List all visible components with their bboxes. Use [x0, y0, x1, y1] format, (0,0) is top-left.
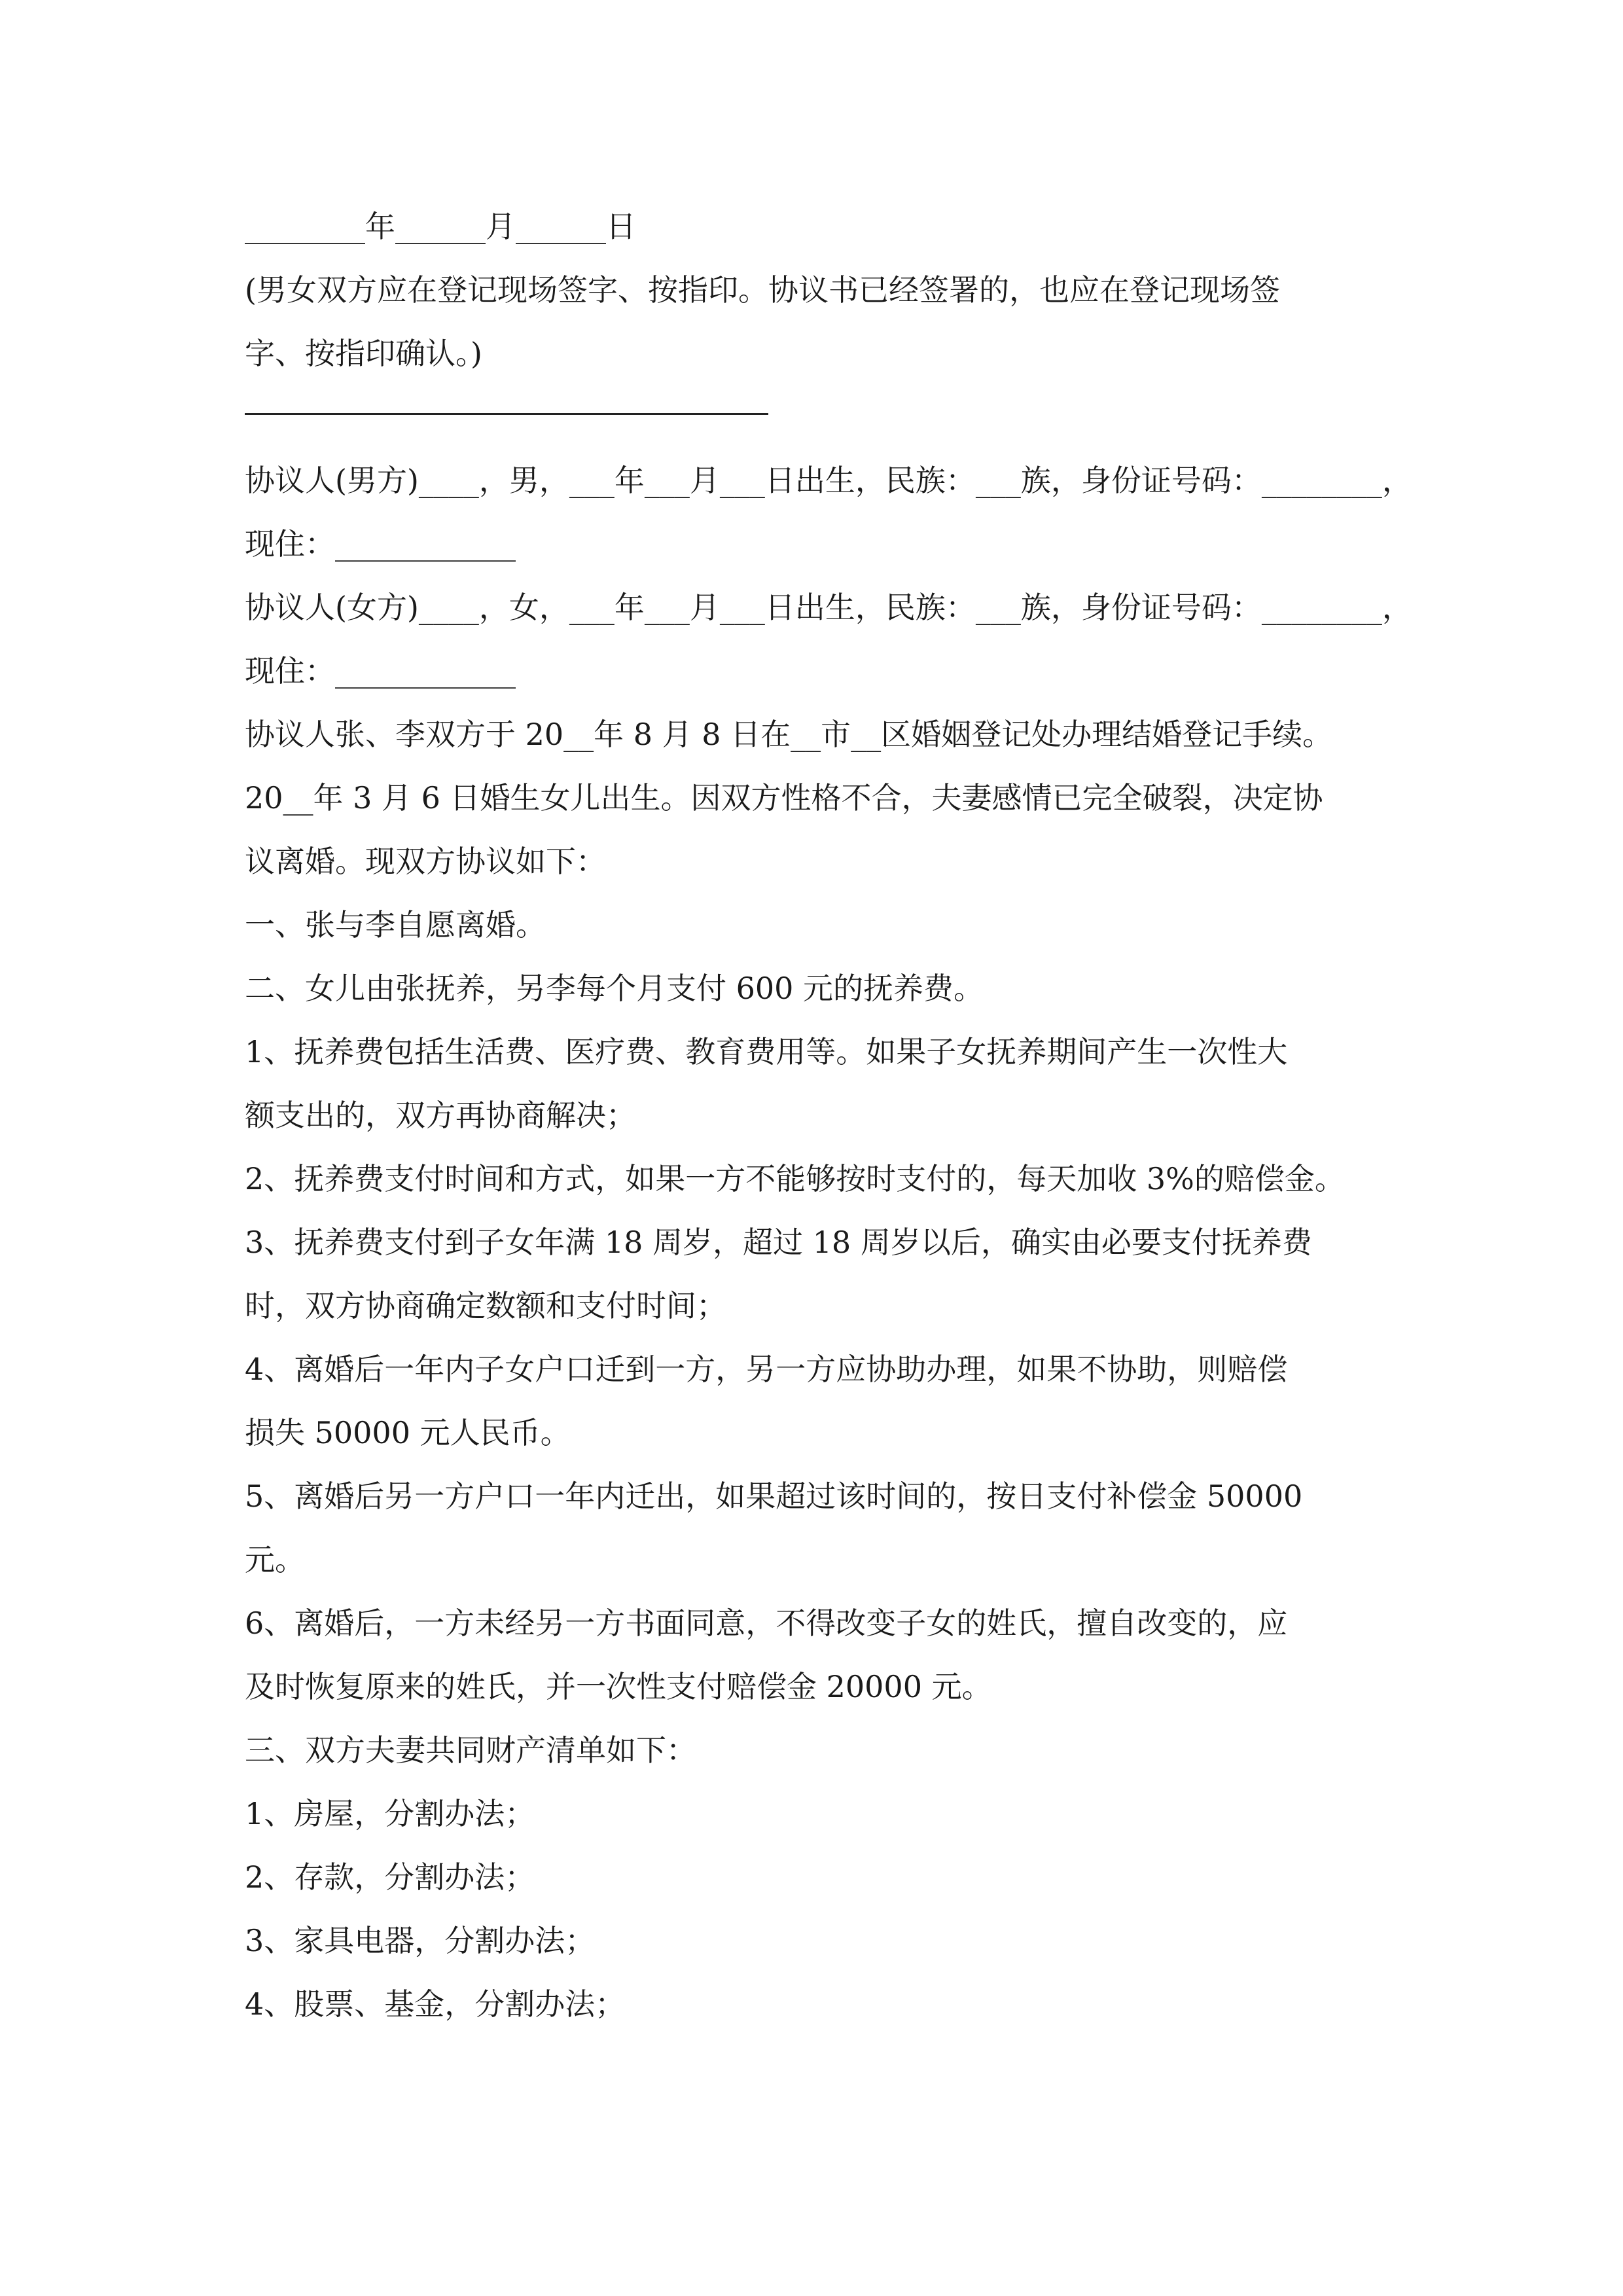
- clause-2-5-line-2: 元。: [245, 1542, 305, 1577]
- party-male-line-2: 现住：____________: [245, 526, 516, 562]
- clause-2-2: 2、抚养费支付时间和方式，如果一方不能够按时支付的，每天加收 3%的赔偿金。: [245, 1161, 1345, 1196]
- note-line-2: 字、按指印确认。): [245, 336, 482, 371]
- background-line-1: 协议人张、李双方于 20__年 8 月 8 日在__市__区婚姻登记处办理结婚登记手续。: [245, 717, 1333, 752]
- clause-3-4: 4、股票、基金，分割办法；: [245, 1986, 626, 2022]
- clause-2-3-line-1: 3、抚养费支付到子女年满 18 周岁，超过 18 周岁以后，确实由必要支付抚养费: [245, 1225, 1312, 1260]
- clause-3-2: 2、存款，分割办法；: [245, 1859, 535, 1895]
- clause-3-3: 3、家具电器，分割办法；: [245, 1923, 596, 1958]
- separator-line: [245, 393, 1397, 457]
- clause-3-1: 1、房屋，分割办法；: [245, 1796, 535, 1831]
- party-female-line-1: 协议人(女方)____，女，___年___月___日出生，民族：___族，身份证号码：________，: [245, 590, 1412, 625]
- clause-2: 二、女儿由张抚养，另李每个月支付 600 元的抚养费。: [245, 971, 984, 1006]
- clause-2-4-line-2: 损失 50000 元人民币。: [245, 1415, 571, 1450]
- clause-3: 三、双方夫妻共同财产清单如下：: [245, 1732, 696, 1768]
- party-female-line-2: 现住：____________: [245, 653, 516, 689]
- background-line-2: 20__年 3 月 6 日婚生女儿出生。因双方性格不合，夫妻感情已完全破裂，决定协: [245, 780, 1323, 816]
- note-line-1: (男女双方应在登记现场签字、按指印。协议书已经签署的，也应在登记现场签: [245, 272, 1280, 308]
- clause-2-1-line-1: 1、抚养费包括生活费、医疗费、教育费用等。如果子女抚养期间产生一次性大: [245, 1034, 1288, 1069]
- date-line: ________年______月______日: [245, 209, 636, 244]
- clause-2-5-line-1: 5、离婚后另一方户口一年内迁出，如果超过该时间的，按日支付补偿金 50000: [245, 1479, 1303, 1514]
- clause-2-6-line-2: 及时恢复原来的姓氏，并一次性支付赔偿金 20000 元。: [245, 1669, 992, 1704]
- horizontal-rule: [245, 413, 768, 415]
- document-body: [245, 203, 1412, 2044]
- clause-1: 一、张与李自愿离婚。: [245, 907, 546, 942]
- clause-2-6-line-1: 6、离婚后，一方未经另一方书面同意，不得改变子女的姓氏，擅自改变的，应: [245, 1605, 1288, 1641]
- party-male-line-1: 协议人(男方)____，男，___年___月___日出生，民族：___族，身份证号码：________，: [245, 463, 1412, 498]
- clause-2-4-line-1: 4、离婚后一年内子女户口迁到一方，另一方应协助办理，如果不协助，则赔偿: [245, 1352, 1288, 1387]
- clause-2-3-line-2: 时，双方协商确定数额和支付时间；: [245, 1288, 726, 1323]
- background-line-3: 议离婚。现双方协议如下：: [245, 844, 606, 879]
- clause-2-1-line-2: 额支出的，双方再协商解决；: [245, 1098, 636, 1133]
